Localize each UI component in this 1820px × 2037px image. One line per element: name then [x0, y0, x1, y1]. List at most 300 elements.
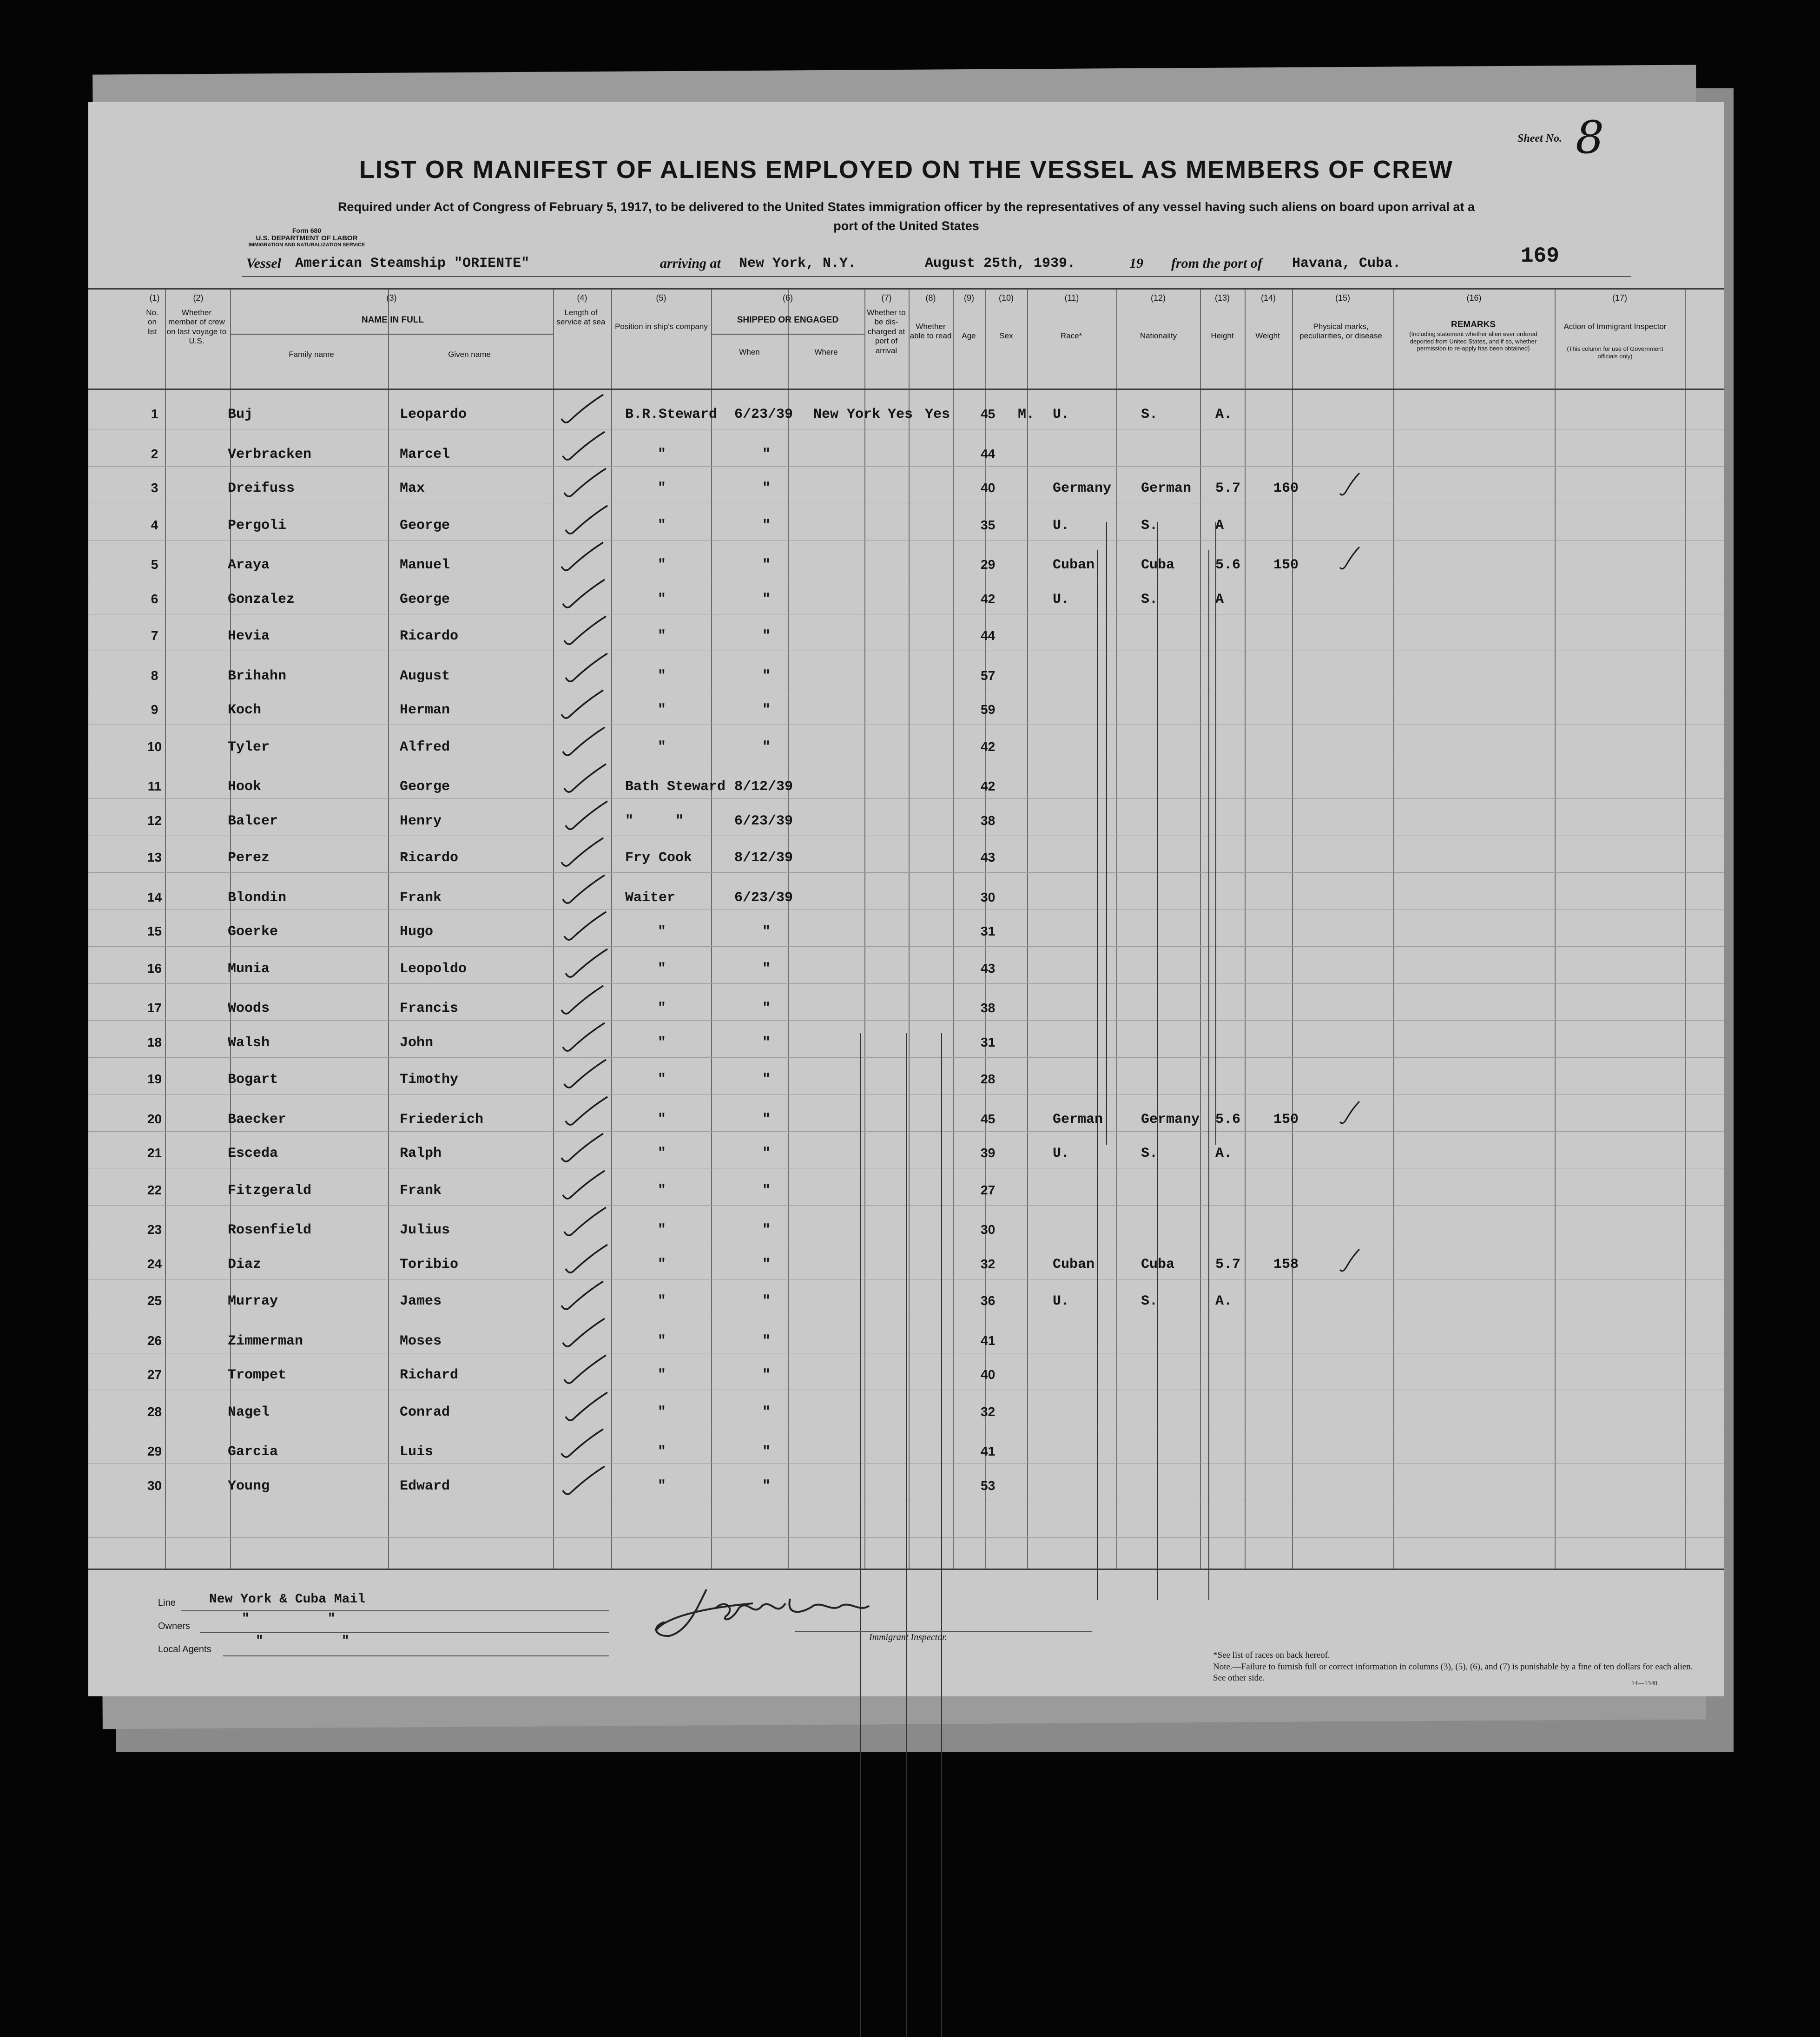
- cell-no: 23: [147, 1222, 162, 1237]
- cell-when: ": [762, 1256, 771, 1272]
- cell-position: Fry Cook: [625, 850, 692, 866]
- row-rule: [88, 798, 1724, 799]
- arrival-date: August 25th, 1939.: [925, 256, 1076, 271]
- agents-value: " ": [256, 1634, 349, 1648]
- col-sex-header: Sex: [999, 331, 1013, 340]
- cell-when: 6/23/39: [734, 407, 793, 422]
- checkmark-icon: [562, 503, 613, 540]
- column-number: (12): [1150, 293, 1166, 303]
- cell-position: ": [658, 1444, 666, 1460]
- cell-when: ": [762, 1293, 771, 1309]
- vessel-label: Vessel: [246, 256, 281, 271]
- checkmark-icon: [561, 1205, 612, 1242]
- cell-when: ": [762, 1182, 771, 1199]
- cell-when: ": [762, 1444, 771, 1460]
- cell-given: Alfred: [400, 739, 450, 755]
- cell-position: ": [658, 961, 666, 977]
- checkmark-icon: [559, 1463, 610, 1501]
- cell-nationality: Cuba: [1141, 557, 1175, 573]
- inspector-label: Immigrant Inspector.: [869, 1632, 947, 1642]
- col-remarks-subheader: (Including statement whether alien ever ordered deported from United States, and if so, whether permission to re-apply has been obtained): [1409, 330, 1537, 352]
- col-marks-header: Physical marks, peculiarities, or disease: [1299, 322, 1382, 341]
- ditto-line: [1208, 550, 1209, 1600]
- cell-family: Munia: [228, 961, 270, 977]
- cell-position: ": [658, 446, 666, 462]
- cell-family: Woods: [228, 1001, 270, 1016]
- checkmark-icon: [562, 946, 613, 983]
- cell-age: 39: [981, 1146, 996, 1160]
- ditto-line: [1097, 550, 1098, 1600]
- checkmark-icon: [558, 687, 609, 725]
- cell-height: A: [1215, 517, 1224, 534]
- col-action-header: Action of Immigrant Inspector: [1563, 322, 1667, 331]
- col-where-header: Where: [814, 348, 838, 356]
- form-code: 14—1340: [1631, 1680, 1657, 1687]
- cell-given: Luis: [400, 1444, 434, 1460]
- column-rule: [953, 290, 954, 1569]
- cell-position: ": [658, 668, 666, 684]
- cell-no: 11: [147, 779, 162, 793]
- cell-no: 27: [147, 1367, 162, 1382]
- cell-family: Baecker: [228, 1111, 287, 1127]
- cell-family: Tyler: [228, 739, 270, 755]
- cell-weight: 158: [1273, 1256, 1299, 1272]
- checkmark-icon: [561, 1057, 612, 1094]
- cell-when: 8/12/39: [734, 850, 793, 866]
- cell-age: 38: [981, 1001, 996, 1015]
- cell-given: George: [400, 779, 450, 795]
- column-number: (10): [998, 293, 1014, 303]
- column-number: (9): [964, 293, 974, 303]
- cell-family: Zimmerman: [228, 1333, 303, 1349]
- checkmark-icon: [559, 577, 610, 614]
- cell-age: 29: [981, 557, 996, 572]
- cell-height: A.: [1215, 1293, 1233, 1309]
- cell-position: " ": [625, 813, 684, 829]
- cell-no: 18: [147, 1035, 162, 1049]
- cell-given: Ralph: [400, 1146, 442, 1161]
- cell-no: 20: [147, 1111, 162, 1126]
- cell-race: U.: [1053, 407, 1070, 422]
- from-port: Havana, Cuba.: [1292, 256, 1401, 271]
- cell-age: 42: [981, 779, 996, 793]
- cell-when: ": [762, 1333, 771, 1349]
- cell-age: 43: [981, 961, 996, 976]
- cell-position: Bath Steward: [625, 779, 726, 795]
- cell-when: ": [762, 961, 771, 977]
- cell-no: 25: [147, 1293, 162, 1308]
- cell-given: Moses: [400, 1333, 442, 1349]
- checkmark-icon: [561, 761, 612, 798]
- cell-when: 8/12/39: [734, 779, 793, 795]
- cell-family: Garcia: [228, 1444, 278, 1460]
- cell-race: U.: [1053, 1146, 1070, 1161]
- checkmark-icon: [561, 613, 612, 651]
- cell-given: James: [400, 1293, 442, 1309]
- cell-nationality: S.: [1141, 407, 1158, 422]
- col-crew-header: Whether member of crew on last voyage to U.S.: [166, 308, 227, 346]
- checkmark-icon: [561, 909, 612, 946]
- cell-when: ": [762, 1111, 771, 1127]
- footer-notes: [1213, 1650, 1701, 1684]
- cell-height: 5.7: [1215, 481, 1241, 496]
- cell-no: 13: [147, 850, 162, 864]
- cell-family: Balcer: [228, 813, 278, 829]
- col-family-header: Family name: [289, 350, 334, 359]
- owners-underline: [200, 1632, 609, 1633]
- column-number: (4): [577, 293, 587, 303]
- cell-when: ": [762, 1035, 771, 1051]
- cell-when: ": [762, 446, 771, 462]
- cell-family: Bogart: [228, 1072, 278, 1088]
- cell-when: ": [762, 557, 771, 573]
- cell-race: German: [1053, 1111, 1103, 1127]
- cell-position: ": [658, 557, 666, 573]
- cell-family: Blondin: [228, 890, 287, 906]
- cell-given: Hugo: [400, 924, 434, 940]
- row-rule: [88, 872, 1724, 873]
- cell-position: ": [658, 1146, 666, 1161]
- column-number: (1): [149, 293, 160, 303]
- cell-no: 3: [151, 481, 158, 495]
- cell-family: Trompet: [228, 1367, 287, 1383]
- cell-race: Cuban: [1053, 1256, 1095, 1272]
- cell-given: Leopardo: [400, 407, 467, 422]
- row-rule: [88, 540, 1724, 541]
- cell-position: ": [658, 1222, 666, 1238]
- col-action-subheader: (This column for use of Government officials only): [1567, 345, 1663, 360]
- cell-given: Marcel: [400, 446, 450, 462]
- cell-no: 7: [151, 628, 158, 643]
- col-position-header: Position in ship's company: [615, 322, 708, 331]
- page-subtitle: [209, 198, 1603, 235]
- cell-family: Hevia: [228, 628, 270, 644]
- cell-position: ": [658, 1333, 666, 1349]
- column-number: (3): [386, 293, 397, 303]
- cell-no: 2: [151, 446, 158, 461]
- column-rule: [864, 290, 865, 1569]
- column-number: (2): [193, 293, 204, 303]
- row-rule: [88, 466, 1724, 467]
- cell-age: 59: [981, 702, 996, 717]
- checkmark-icon: [558, 835, 609, 872]
- cell-age: 31: [981, 1035, 996, 1049]
- ditto-line: [906, 1033, 907, 2037]
- cell-when: ": [762, 668, 771, 684]
- cell-age: 41: [981, 1333, 996, 1348]
- cell-where: New York: [813, 407, 881, 422]
- cell-position: ": [658, 702, 666, 718]
- cell-age: 53: [981, 1478, 996, 1493]
- agents-label: Local Agents: [158, 1644, 211, 1655]
- ditto-line: [1215, 522, 1216, 1145]
- cell-age: 32: [981, 1404, 996, 1419]
- cell-no: 15: [147, 924, 162, 938]
- row-rule: [88, 1020, 1724, 1021]
- mark-stroke-icon: [1336, 470, 1364, 503]
- column-rule: [165, 290, 166, 1569]
- cell-when: ": [762, 924, 771, 940]
- cell-position: ": [658, 1404, 666, 1420]
- checkmark-icon: [558, 1426, 609, 1463]
- column-number: (7): [881, 293, 892, 303]
- column-number: (14): [1260, 293, 1276, 303]
- cell-nationality: S.: [1141, 1293, 1158, 1309]
- cell-given: Julius: [400, 1222, 450, 1238]
- checkmark-icon: [561, 1352, 612, 1390]
- checkmark-icon: [559, 1168, 610, 1205]
- cell-nationality: S.: [1141, 591, 1158, 607]
- col-remarks-header: REMARKS: [1451, 320, 1496, 330]
- column-rule: [711, 290, 712, 1569]
- cell-given: August: [400, 668, 450, 684]
- cell-no: 6: [151, 591, 158, 606]
- column-number: (17): [1612, 293, 1627, 303]
- department-name: U.S. DEPARTMENT OF LABOR: [256, 234, 358, 243]
- cell-no: 8: [151, 668, 158, 683]
- cell-no: 26: [147, 1333, 162, 1348]
- cell-height: A.: [1215, 407, 1233, 422]
- column-number: (11): [1064, 293, 1079, 303]
- cell-when: ": [762, 702, 771, 718]
- cell-given: Ricardo: [400, 850, 459, 866]
- cell-position: ": [658, 517, 666, 534]
- cell-family: Brihahn: [228, 668, 287, 684]
- cell-no: 19: [147, 1072, 162, 1086]
- cell-weight: 160: [1273, 481, 1299, 496]
- cell-height: 5.6: [1215, 1111, 1241, 1127]
- cell-family: Young: [228, 1478, 270, 1494]
- cell-family: Esceda: [228, 1146, 278, 1161]
- cell-family: Verbracken: [228, 446, 312, 462]
- column-rule: [1685, 290, 1686, 1569]
- cell-position: ": [658, 1256, 666, 1272]
- cell-position: ": [658, 739, 666, 755]
- vessel-underline: [242, 276, 1631, 277]
- subtitle-line-1: Required under Act of Congress of February 5, 1917, to be delivered to the United States immigration officer by the representatives of any vessel having such aliens on board upon arrival at a: [337, 200, 1475, 214]
- cell-weight: 150: [1273, 1111, 1299, 1127]
- cell-given: Richard: [400, 1367, 459, 1383]
- cell-age: 32: [981, 1256, 996, 1271]
- cell-no: 5: [151, 557, 158, 572]
- penalty-note: Note.—Failure to furnish full or correct information in columns (3), (5), (6), and (7) is punishable by a fine of ten dollars for each alien. See other side.: [1213, 1661, 1693, 1683]
- owners-label: Owners: [158, 1621, 190, 1631]
- column-rule: [553, 290, 554, 1569]
- cell-age: 41: [981, 1444, 996, 1458]
- cell-nationality: S.: [1141, 1146, 1158, 1161]
- cell-age: 57: [981, 668, 996, 683]
- column-rule: [1200, 290, 1201, 1569]
- checkmark-icon: [561, 466, 612, 503]
- cell-when: ": [762, 1072, 771, 1088]
- cell-family: Hook: [228, 779, 262, 795]
- sheet-number-label: Sheet No.: [1517, 132, 1562, 145]
- cell-position: ": [658, 481, 666, 496]
- cell-when: ": [762, 1404, 771, 1420]
- col-no-header: No. on list: [146, 308, 158, 336]
- cell-age: 44: [981, 446, 996, 461]
- checkmark-icon: [562, 1390, 613, 1427]
- crew-table: [88, 288, 1724, 1570]
- cell-position: ": [658, 1367, 666, 1383]
- cell-when: ": [762, 1367, 771, 1383]
- cell-no: 16: [147, 961, 162, 976]
- cell-no: 17: [147, 1001, 162, 1015]
- column-rule: [1393, 290, 1394, 1569]
- col-name-header: NAME IN FULL: [361, 315, 424, 325]
- cell-no: 12: [147, 813, 162, 828]
- cell-given: Toribio: [400, 1256, 459, 1272]
- cell-when: ": [762, 628, 771, 644]
- cell-when: ": [762, 739, 771, 755]
- header-rule: [88, 389, 1724, 390]
- cell-when: ": [762, 1478, 771, 1494]
- cell-no: 24: [147, 1256, 162, 1271]
- cell-when: 6/23/39: [734, 813, 793, 829]
- col-race-header: Race*: [1060, 331, 1082, 340]
- cell-no: 21: [147, 1146, 162, 1160]
- ditto-line: [860, 1033, 861, 2037]
- cell-height: A: [1215, 591, 1224, 607]
- cell-given: Francis: [400, 1001, 459, 1016]
- cell-no: 4: [151, 517, 158, 532]
- checkmark-icon: [559, 1316, 610, 1353]
- cell-given: John: [400, 1035, 434, 1051]
- cell-given: Max: [400, 481, 425, 496]
- checkmark-icon: [562, 651, 613, 688]
- from-port-label: from the port of: [1171, 256, 1262, 271]
- col-discharged-header: Whether to be dis-charged at port of arrival: [867, 308, 906, 355]
- cell-when: ": [762, 1146, 771, 1161]
- cell-no: 1: [151, 407, 158, 421]
- arrival-port: New York, N.Y.: [739, 256, 857, 271]
- cell-age: 42: [981, 739, 996, 754]
- cell-no: 30: [147, 1478, 162, 1493]
- cell-given: Henry: [400, 813, 442, 829]
- cell-age: 38: [981, 813, 996, 828]
- row-rule: [88, 983, 1724, 984]
- cell-weight: 150: [1273, 557, 1299, 573]
- cell-given: Timothy: [400, 1072, 459, 1088]
- checkmark-icon: [559, 429, 610, 466]
- cell-age: 30: [981, 890, 996, 904]
- checkmark-icon: [562, 1094, 613, 1131]
- checkmark-icon: [559, 725, 610, 762]
- cell-height: 5.6: [1215, 557, 1241, 573]
- column-number: (5): [656, 293, 666, 303]
- line-underline: [181, 1610, 609, 1611]
- cell-given: Conrad: [400, 1404, 450, 1420]
- cell-age: 28: [981, 1072, 996, 1086]
- col-nationality-header: Nationality: [1140, 331, 1177, 340]
- race-note: *See list of races on back hereof.: [1213, 1650, 1330, 1660]
- cell-race: U.: [1053, 591, 1070, 607]
- cell-age: 40: [981, 1367, 996, 1382]
- cell-age: 35: [981, 517, 996, 532]
- cell-position: ": [658, 1293, 666, 1309]
- cell-when: ": [762, 1001, 771, 1016]
- checkmark-icon: [562, 798, 613, 836]
- col-weight-header: Weight: [1255, 331, 1280, 340]
- column-number: (16): [1466, 293, 1482, 303]
- cell-discharged: Yes: [888, 407, 913, 422]
- arriving-label: arriving at: [660, 256, 721, 271]
- cell-no: 10: [147, 739, 162, 754]
- cell-family: Fitzgerald: [228, 1182, 312, 1199]
- stamp-number: 169: [1521, 244, 1559, 268]
- subtitle-line-2: port of the United States: [833, 218, 979, 233]
- cell-race: Germany: [1053, 481, 1112, 496]
- service-name: IMMIGRATION AND NATURALIZATION SERVICE: [248, 242, 365, 248]
- checkmark-icon: [558, 392, 609, 429]
- sheet-number: 8: [1576, 112, 1604, 164]
- checkmark-icon: [558, 1131, 609, 1168]
- ditto-line: [1106, 522, 1107, 1145]
- cell-no: 29: [147, 1444, 162, 1458]
- cell-family: Nagel: [228, 1404, 270, 1420]
- cell-given: Frank: [400, 890, 442, 906]
- mark-stroke-icon: [1336, 544, 1364, 577]
- cell-family: Rosenfield: [228, 1222, 312, 1238]
- cell-given: Leopoldo: [400, 961, 467, 977]
- cell-given: Friederich: [400, 1111, 484, 1127]
- col-when-header: When: [739, 348, 760, 356]
- cell-nationality: Germany: [1141, 1111, 1200, 1127]
- form-number: Form 680: [292, 227, 322, 234]
- checkmark-icon: [558, 983, 609, 1020]
- cell-height: 5.7: [1215, 1256, 1241, 1272]
- column-number: (6): [783, 293, 793, 303]
- cell-family: Koch: [228, 702, 262, 718]
- cell-race: U.: [1053, 1293, 1070, 1309]
- col-height-header: Height: [1211, 331, 1234, 340]
- cell-family: Gonzalez: [228, 591, 295, 607]
- cell-no: 14: [147, 890, 162, 904]
- cell-no: 28: [147, 1404, 162, 1419]
- cell-position: ": [658, 924, 666, 940]
- mark-stroke-icon: [1336, 1099, 1364, 1131]
- ditto-line: [1157, 522, 1158, 1145]
- cell-nationality: S.: [1141, 517, 1158, 534]
- col-age-header: Age: [962, 331, 976, 340]
- cell-position: ": [658, 1182, 666, 1199]
- cell-age: 45: [981, 1111, 996, 1126]
- column-number: (13): [1214, 293, 1230, 303]
- cell-age: 31: [981, 924, 996, 938]
- subheader-rule: [711, 334, 864, 335]
- cell-family: Perez: [228, 850, 270, 866]
- cell-race: U.: [1053, 517, 1070, 534]
- cell-read: Yes: [925, 407, 950, 422]
- cell-family: Goerke: [228, 924, 278, 940]
- cell-given: Frank: [400, 1182, 442, 1199]
- col-service-header: Length of service at sea: [556, 308, 606, 327]
- cell-family: Walsh: [228, 1035, 270, 1051]
- cell-height: A.: [1215, 1146, 1233, 1161]
- checkmark-icon: [558, 1279, 609, 1316]
- cell-position: ": [658, 1111, 666, 1127]
- cell-when: ": [762, 481, 771, 496]
- cell-family: Pergoli: [228, 517, 287, 534]
- cell-position: ": [658, 591, 666, 607]
- cell-age: 30: [981, 1222, 996, 1237]
- cell-family: Dreifuss: [228, 481, 295, 496]
- year-label: 19: [1129, 256, 1143, 271]
- col-given-header: Given name: [448, 350, 491, 359]
- column-rule: [388, 290, 389, 1569]
- cell-age: 36: [981, 1293, 996, 1308]
- cell-no: 22: [147, 1182, 162, 1197]
